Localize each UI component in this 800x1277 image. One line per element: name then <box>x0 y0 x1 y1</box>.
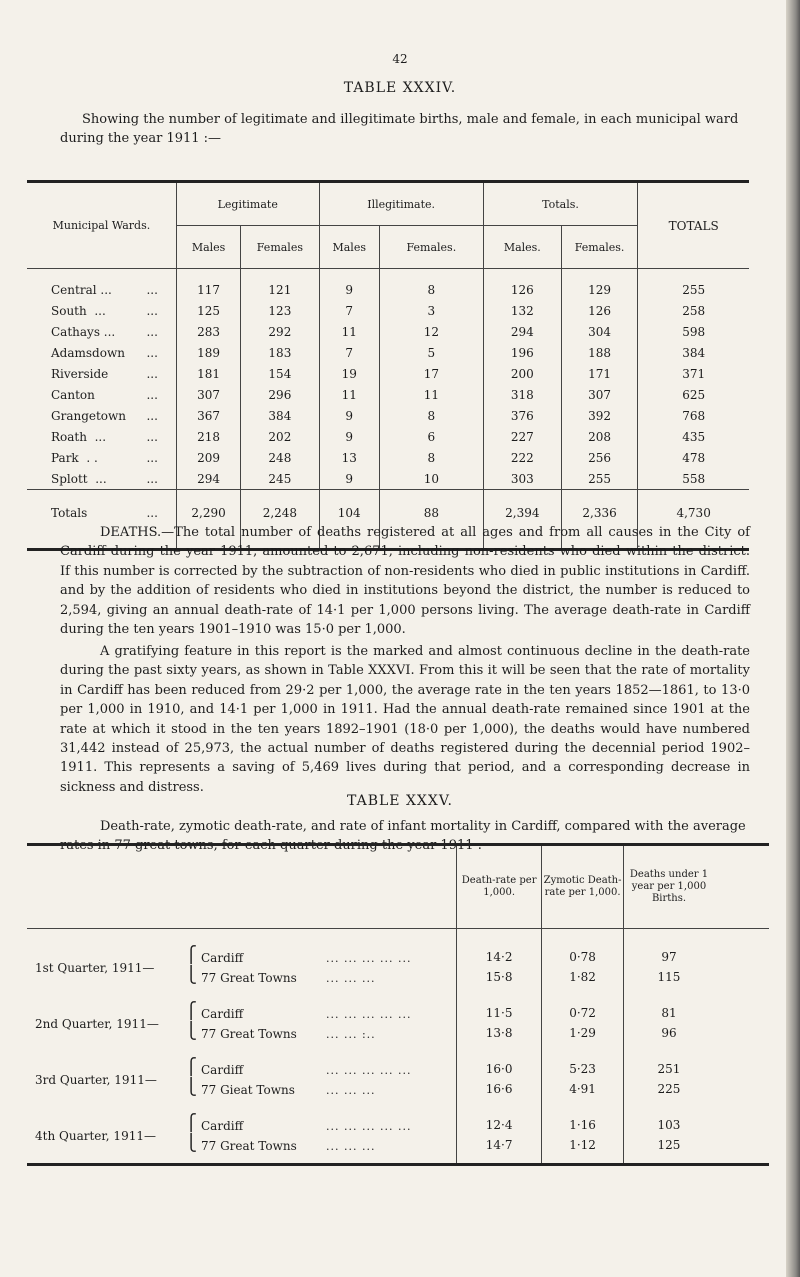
ward-name: South ... <box>51 303 106 318</box>
table-row <box>27 426 749 447</box>
cell: 209 <box>176 447 240 468</box>
cell: 625 <box>638 384 749 405</box>
cell: 283 <box>176 321 240 342</box>
place-name: 77 Great Towns <box>201 971 297 985</box>
cell: 104 <box>319 490 379 550</box>
cell-zymotic: 0·78 <box>541 929 624 968</box>
cell: 188 <box>561 342 637 363</box>
col-header-zymotic <box>541 845 624 929</box>
col-header-leg-females: Females <box>241 226 319 269</box>
death-rate-table <box>27 843 769 1166</box>
ward-name: Grangetown <box>51 408 127 423</box>
cell-zymotic: 1·29 <box>541 1023 624 1043</box>
cell-infant: 115 <box>624 967 714 987</box>
table-row <box>27 300 749 321</box>
cell: 13 <box>319 447 379 468</box>
cell-zymotic: 4·91 <box>541 1079 624 1099</box>
cell: 8 <box>379 405 483 426</box>
leader-dots: ... <box>146 366 158 381</box>
col-header-totals: TOTALS <box>638 182 749 269</box>
row-label-cell <box>27 1043 457 1087</box>
cell: 12 <box>379 321 483 342</box>
blank-cell <box>714 1099 769 1135</box>
cell: 371 <box>638 363 749 384</box>
table-35-title: TABLE XXXV. <box>347 793 453 809</box>
cell: 8 <box>379 269 483 301</box>
cell: 129 <box>561 269 637 301</box>
cell-death-rate: 16·6 <box>457 1079 541 1099</box>
table-row <box>27 405 749 426</box>
col-header-death-rate <box>457 845 541 929</box>
totals-label: Totals <box>51 506 88 520</box>
header-text: Zymotic Death-rate per 1,000. <box>543 875 622 898</box>
cell: 9 <box>319 405 379 426</box>
table-34-title: TABLE XXXIV. <box>343 80 457 96</box>
cell: 200 <box>483 363 561 384</box>
table-row <box>27 384 749 405</box>
cell: 189 <box>176 342 240 363</box>
brace-top-icon: ⎧ <box>185 945 197 964</box>
cell: 558 <box>638 468 749 490</box>
leader-dots: ... ... ... <box>326 1140 376 1153</box>
cell: 11 <box>379 384 483 405</box>
brace-bottom-icon: ⎩ <box>185 1077 197 1096</box>
cell-infant: 225 <box>624 1079 714 1099</box>
leader-dots: ... <box>146 387 158 402</box>
col-header-leg-males: Males <box>176 226 240 269</box>
cell-zymotic: 1·12 <box>541 1135 624 1165</box>
cell: 222 <box>483 447 561 468</box>
cell: 202 <box>241 426 319 447</box>
cell: 7 <box>319 300 379 321</box>
header-text: Death-rate per 1,000. <box>461 875 537 898</box>
cell: 392 <box>561 405 637 426</box>
col-header-tot-males: Males. <box>483 226 561 269</box>
cell: 11 <box>319 321 379 342</box>
leader-dots: ... <box>146 324 158 339</box>
leader-dots: ... ... ... ... ... <box>326 1120 412 1133</box>
cell: 9 <box>319 269 379 301</box>
cell: 307 <box>561 384 637 405</box>
cell-infant: 96 <box>624 1023 714 1043</box>
cell: 384 <box>638 342 749 363</box>
cell: 11 <box>319 384 379 405</box>
cell-infant: 125 <box>624 1135 714 1165</box>
row-label-cell <box>27 1099 457 1143</box>
table-row <box>27 987 769 1023</box>
cell-zymotic: 1·16 <box>541 1099 624 1135</box>
leader-dots: ... ... ... ... ... <box>326 1064 412 1077</box>
leader-dots: ... <box>146 303 158 318</box>
brace-top-icon: ⎧ <box>185 1113 197 1132</box>
blank-cell <box>714 1135 769 1165</box>
cell: 4,730 <box>638 490 749 550</box>
cell: 196 <box>483 342 561 363</box>
brace-bottom-icon: ⎩ <box>185 1133 197 1152</box>
brace-bottom-icon: ⎩ <box>185 965 197 984</box>
quarter-label: 1st Quarter, 1911— <box>35 961 155 975</box>
leader-dots: ... <box>146 429 158 444</box>
cell: 294 <box>176 468 240 490</box>
cell-death-rate: 13·8 <box>457 1023 541 1043</box>
place-name: Cardiff <box>201 951 244 965</box>
cell: 598 <box>638 321 749 342</box>
cell: 123 <box>241 300 319 321</box>
place-name: 77 Great Towns <box>201 1027 297 1041</box>
cell-death-rate: 11·5 <box>457 987 541 1023</box>
cell-infant: 103 <box>624 1099 714 1135</box>
cell: 2,336 <box>561 490 637 550</box>
cell: 245 <box>241 468 319 490</box>
cell: 292 <box>241 321 319 342</box>
death-rate-body <box>27 929 769 1165</box>
col-header-infant-deaths <box>624 845 714 929</box>
cell: 435 <box>638 426 749 447</box>
cell: 121 <box>241 269 319 301</box>
cell: 9 <box>319 426 379 447</box>
leader-dots: ... ... ... <box>326 972 376 985</box>
table-34-caption: Showing the number of legitimate and illegitimate births, male and female, in each municipal ward during the year 1911 :— <box>60 112 739 146</box>
cell: 7 <box>319 342 379 363</box>
place-name: Cardiff <box>201 1119 244 1133</box>
cell: 126 <box>483 269 561 301</box>
table-row <box>27 1043 769 1079</box>
leader-dots: ... ... ... ... ... <box>326 952 412 965</box>
col-header-municipal-wards: Municipal Wards. <box>52 219 151 232</box>
blank-cell <box>714 987 769 1023</box>
leader-dots: ... ... ... <box>326 1084 376 1097</box>
quarter-label: 2nd Quarter, 1911— <box>35 1017 159 1031</box>
cell: 367 <box>176 405 240 426</box>
births-by-ward-table <box>27 180 749 551</box>
cell-zymotic: 1·82 <box>541 967 624 987</box>
decline-paragraph: A gratifying feature in this report is the marked and almost continuous decline in the death-rate during the past sixty years, as shown in Table XXXVI. From this it will be seen that the rate of mortality in Cardiff has been reduced from 29·2 per 1,000, the average rate in the ten years 1852—1861, to 13·0 per 1,000 in 1910, and 14·1 per 1,000 in 1911. Had the annual death-rate remained since 1901 at the rate at which it stood in the ten years 1892–1901 (18·0 per 1,000), the deaths would have numbered 31,442 instead of 25,973, the actual number of deaths registered during the decennial period 1902–1911. This represents a saving of 5,469 lives during that period, and a corresponding decrease in sickness and distress. <box>60 644 750 795</box>
page-number: 42 <box>392 52 408 66</box>
cell: 181 <box>176 363 240 384</box>
col-header-ill-males: Males <box>319 226 379 269</box>
cell: 227 <box>483 426 561 447</box>
page-edge-shadow <box>786 0 800 1277</box>
cell: 6 <box>379 426 483 447</box>
ward-name: Canton <box>51 387 95 402</box>
leader-dots: ... <box>146 282 158 297</box>
cell: 2,248 <box>241 490 319 550</box>
ward-name: Adamsdown <box>51 345 125 360</box>
cell: 2,290 <box>176 490 240 550</box>
col-header-ill-females: Females. <box>379 226 483 269</box>
blank-header <box>27 845 457 929</box>
brace-bottom-icon: ⎩ <box>185 1021 197 1040</box>
place-name: 77 Gieat Towns <box>201 1083 295 1097</box>
cell: 132 <box>483 300 561 321</box>
cell: 8 <box>379 447 483 468</box>
col-header-totals-group: Totals. <box>483 182 638 226</box>
cell: 208 <box>561 426 637 447</box>
cell: 296 <box>241 384 319 405</box>
cell: 5 <box>379 342 483 363</box>
quarter-label: 3rd Quarter, 1911— <box>35 1073 157 1087</box>
brace-top-icon: ⎧ <box>185 1057 197 1076</box>
cell-zymotic: 0·72 <box>541 987 624 1023</box>
row-label-cell <box>27 929 457 975</box>
cell: 17 <box>379 363 483 384</box>
cell: 10 <box>379 468 483 490</box>
place-name: Cardiff <box>201 1007 244 1021</box>
cell: 384 <box>241 405 319 426</box>
ward-name: Riverside <box>51 366 109 381</box>
cell: 294 <box>483 321 561 342</box>
cell: 117 <box>176 269 240 301</box>
cell-death-rate: 15·8 <box>457 967 541 987</box>
table-row <box>27 447 749 468</box>
table-row <box>27 468 749 490</box>
table-35-caption: Death-rate, zymotic death-rate, and rate of infant mortality in Cardiff, compared with the average rates in 77 great towns, for each quarter during the year 1911 :— <box>60 819 746 853</box>
cell: 256 <box>561 447 637 468</box>
leader-dots: ... <box>146 345 158 360</box>
cell-zymotic: 5·23 <box>541 1043 624 1079</box>
ward-name: Roath ... <box>51 429 107 444</box>
quarter-label: 4th Quarter, 1911— <box>35 1129 156 1143</box>
blank-cell <box>714 1023 769 1043</box>
cell: 3 <box>379 300 483 321</box>
cell-infant: 97 <box>624 929 714 968</box>
cell: 2,394 <box>483 490 561 550</box>
leader-dots: ... ... :.. <box>326 1028 376 1041</box>
place-name: 77 Great Towns <box>201 1139 297 1153</box>
cell: 307 <box>176 384 240 405</box>
header-text: Deaths under 1 year per 1,000 Births. <box>629 869 709 904</box>
cell: 154 <box>241 363 319 384</box>
table-row <box>27 1099 769 1135</box>
deaths-paragraph: DEATHS.—The total number of deaths registered at all ages and from all causes in the City of Cardiff during the year 1911, amounted to 2,671, including non-residents who died within the district. If this number is corrected by the subtraction of non-residents who died in public institutions in Cardiff. and by the addition of residents who died in institutions beyond the district, the number is reduced to 2,594, giving an annual death-rate of 14·1 per 1,000 persons living. The average death-rate in Cardiff during the ten years 1901–1910 was 15·0 per 1,000. <box>60 525 750 638</box>
cell: 258 <box>638 300 749 321</box>
cell: 304 <box>561 321 637 342</box>
table-row <box>27 269 749 301</box>
cell: 218 <box>176 426 240 447</box>
leader-dots: ... <box>146 408 158 423</box>
cell-death-rate: 16·0 <box>457 1043 541 1079</box>
cell: 9 <box>319 468 379 490</box>
cell: 478 <box>638 447 749 468</box>
leader-dots: ... <box>146 471 158 486</box>
leader-dots: ... <box>146 506 158 520</box>
cell: 303 <box>483 468 561 490</box>
col-header-tot-females: Females. <box>561 226 637 269</box>
ward-name: Park . . <box>51 450 98 465</box>
leader-dots: ... ... ... ... ... <box>326 1008 412 1021</box>
blank-cell <box>714 929 769 968</box>
cell: 768 <box>638 405 749 426</box>
ward-name: Cathays ... <box>51 324 116 339</box>
row-label-cell <box>27 987 457 1031</box>
table-row <box>27 363 749 384</box>
cell-infant: 81 <box>624 987 714 1023</box>
cell: 19 <box>319 363 379 384</box>
table-row <box>27 321 749 342</box>
leader-dots: ... <box>146 450 158 465</box>
cell-death-rate: 14·2 <box>457 929 541 968</box>
ward-name: Splott ... <box>51 471 107 486</box>
blank-cell <box>714 1043 769 1079</box>
blank-cell <box>714 1079 769 1099</box>
cell: 318 <box>483 384 561 405</box>
brace-top-icon: ⎧ <box>185 1001 197 1020</box>
col-header-legitimate: Legitimate <box>176 182 319 226</box>
cell: 126 <box>561 300 637 321</box>
col-header-illegitimate: Illegitimate. <box>319 182 483 226</box>
cell: 171 <box>561 363 637 384</box>
cell: 376 <box>483 405 561 426</box>
cell: 255 <box>561 468 637 490</box>
table-row <box>27 929 769 968</box>
place-name: Cardiff <box>201 1063 244 1077</box>
cell-death-rate: 12·4 <box>457 1099 541 1135</box>
table-row <box>27 342 749 363</box>
cell-death-rate: 14·7 <box>457 1135 541 1165</box>
cell-infant: 251 <box>624 1043 714 1079</box>
ward-name: Central ... <box>51 282 112 297</box>
cell: 248 <box>241 447 319 468</box>
cell: 183 <box>241 342 319 363</box>
cell: 125 <box>176 300 240 321</box>
cell: 255 <box>638 269 749 301</box>
blank-cell <box>714 967 769 987</box>
cell: 88 <box>379 490 483 550</box>
blank-header-right <box>714 845 769 929</box>
